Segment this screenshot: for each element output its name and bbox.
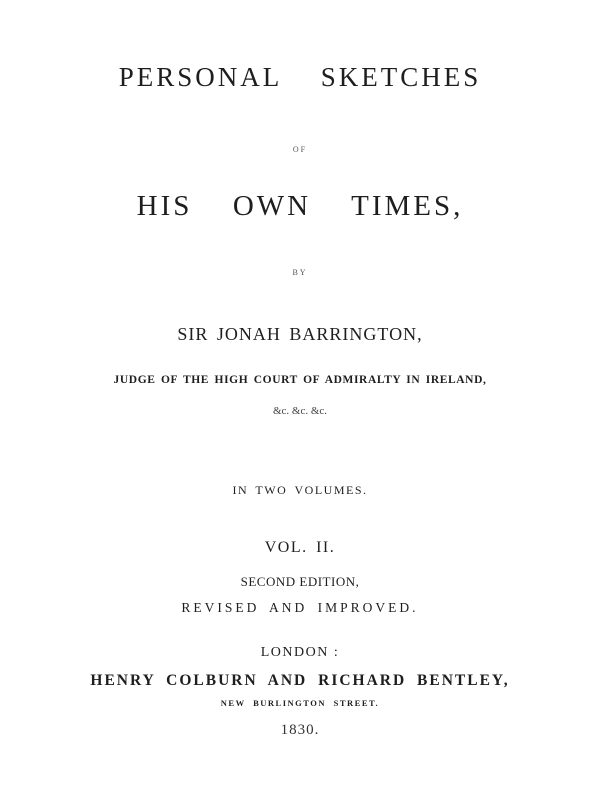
volume-number: VOL. II. — [264, 539, 336, 556]
title-line-2: HIS OWN TIMES, — [136, 190, 464, 222]
publisher: HENRY COLBURN AND RICHARD BENTLEY, — [90, 672, 510, 689]
title-line-1: PERSONAL SKETCHES — [118, 62, 482, 92]
by-text: BY — [292, 268, 308, 277]
revised-text: REVISED AND IMPROVED. — [181, 600, 419, 615]
author-title: JUDGE OF THE HIGH COURT OF ADMIRALTY IN IRELAND, — [113, 374, 487, 386]
publication-place: LONDON : — [260, 645, 340, 660]
author-name: SIR JONAH BARRINGTON, — [177, 324, 423, 344]
edition-text: SECOND EDITION, — [240, 574, 360, 589]
publication-year: 1830. — [280, 722, 320, 738]
of-text: OF — [292, 145, 308, 154]
volumes-text: IN TWO VOLUMES. — [232, 483, 368, 497]
publisher-street: NEW BURLINGTON STREET. — [220, 698, 380, 708]
etc-text: &c. &c. &c. — [272, 405, 328, 417]
